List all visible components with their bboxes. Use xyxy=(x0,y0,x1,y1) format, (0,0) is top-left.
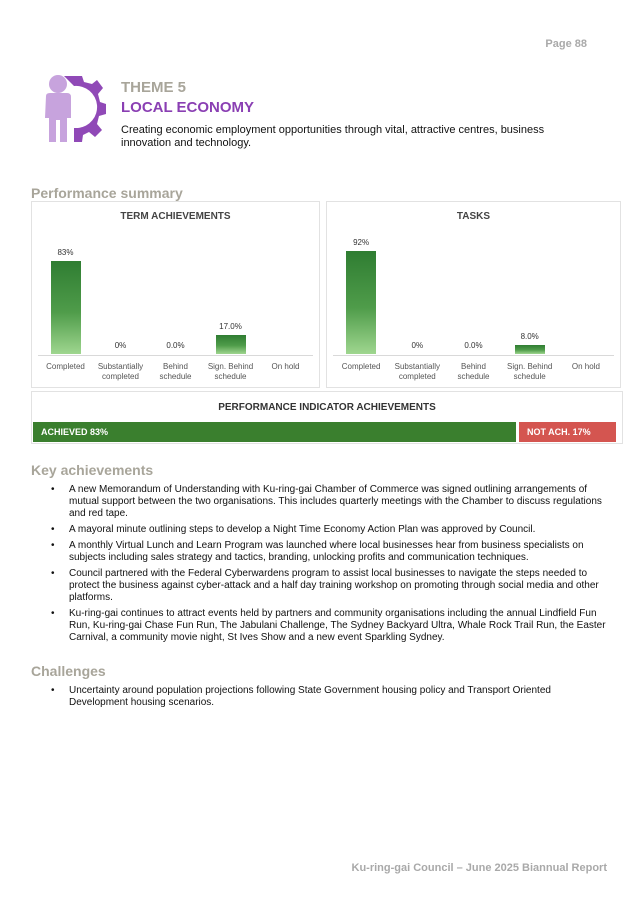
list-item: • Uncertainty around population projections following State Government housing policy and Transport Oriented Development housing scenarios. xyxy=(51,685,551,708)
category-label: Sign. Behind schedule xyxy=(507,362,553,381)
report-footer: Ku-ring-gai Council – June 2025 Biannual Report xyxy=(351,862,607,874)
tasks-chart xyxy=(326,201,621,388)
key-achievements-heading: Key achievements xyxy=(31,462,154,478)
bar-value-label: 0.0% xyxy=(166,341,185,350)
bar-value-label: 0% xyxy=(411,341,424,350)
challenges-list xyxy=(51,685,611,713)
category-label: Behind schedule xyxy=(159,362,192,381)
list-item: • A new Memorandum of Understanding with Ku-ring-gai Chamber of Commerce was signed outlining arrangements of mutual support between the two organisations. This includes quarterly meetings with the Chamber to discuss regulations and red tape. xyxy=(51,484,602,519)
not-achieved-bar: NOT ACH. 17% xyxy=(519,422,616,442)
term-achievements-chart xyxy=(31,201,320,388)
chart-title: TASKS xyxy=(456,211,491,222)
list-item: • Ku-ring-gai continues to attract events held by partners and community organisations including the annual Lindfield Fun Run, Ku-ring-gai Chase Fun Run, The Jabulani Challenge, The Sydney Backyard Ultra, Whale Rock Trail Run, the Easter Carnival, a community movie night, St Ives Show and a new event Sparkling Sydney. xyxy=(51,608,606,643)
theme-title: LOCAL ECONOMY xyxy=(121,99,255,116)
theme-description: Creating economic employment opportunities through vital, attractive centres, business innovation and technology. xyxy=(121,124,545,149)
bar-value-label: 0% xyxy=(114,341,127,350)
page-number: Page 88 xyxy=(545,38,587,50)
performance-indicator-title: PERFORMANCE INDICATOR ACHIEVEMENTS xyxy=(218,402,436,413)
bullet-icon: • xyxy=(51,540,55,551)
list-item: • A monthly Virtual Lunch and Learn Program was launched where local businesses hear from business specialists on subjects including sales strategy and tactics, branding, unlocking profits and communication techniques. xyxy=(51,540,584,563)
chart-bar xyxy=(51,261,81,354)
category-label: Completed xyxy=(341,362,381,371)
bullet-icon: • xyxy=(51,685,55,696)
category-label: On hold xyxy=(271,362,300,371)
bullet-icon: • xyxy=(51,524,55,535)
category-label: Sign. Behind schedule xyxy=(207,362,254,381)
chart-baseline xyxy=(333,355,614,356)
person-gear-icon xyxy=(40,70,106,144)
performance-summary-heading: Performance summary xyxy=(31,185,183,201)
bar-value-label: 0.0% xyxy=(464,341,483,350)
chart-title: TERM ACHIEVEMENTS xyxy=(120,211,231,222)
bar-value-label: 17.0% xyxy=(219,321,242,331)
list-item: • A mayoral minute outlining steps to develop a Night Time Economy Action Plan was approved by Council. xyxy=(51,524,536,535)
bullet-icon: • xyxy=(51,608,55,619)
theme-number: THEME 5 xyxy=(121,79,187,96)
chart-bar xyxy=(216,335,246,354)
bar-value-label: 83% xyxy=(57,248,74,258)
chart-bar xyxy=(515,345,545,354)
bullet-icon: • xyxy=(51,484,55,495)
chart-bar xyxy=(346,251,376,354)
category-label: On hold xyxy=(571,362,600,371)
bar-value-label: 8.0% xyxy=(520,332,539,342)
category-label: Substantially completed xyxy=(97,362,144,381)
achieved-bar: ACHIEVED 83% xyxy=(33,422,516,442)
performance-indicator-panel xyxy=(31,391,623,444)
bar-value-label: 92% xyxy=(353,237,370,247)
key-achievements-list xyxy=(51,484,611,648)
category-label: Behind schedule xyxy=(457,362,490,381)
list-item: • Council partnered with the Federal Cyberwardens program to assist local businesses to navigate the steps needed to protect the business against cyber-attack and a half day training workshop on promoting through social media and other platforms. xyxy=(51,568,599,603)
challenges-heading: Challenges xyxy=(31,663,106,679)
chart-baseline xyxy=(38,355,313,356)
category-label: Completed xyxy=(46,362,85,371)
bullet-icon: • xyxy=(51,568,55,579)
category-label: Substantially completed xyxy=(394,362,440,381)
